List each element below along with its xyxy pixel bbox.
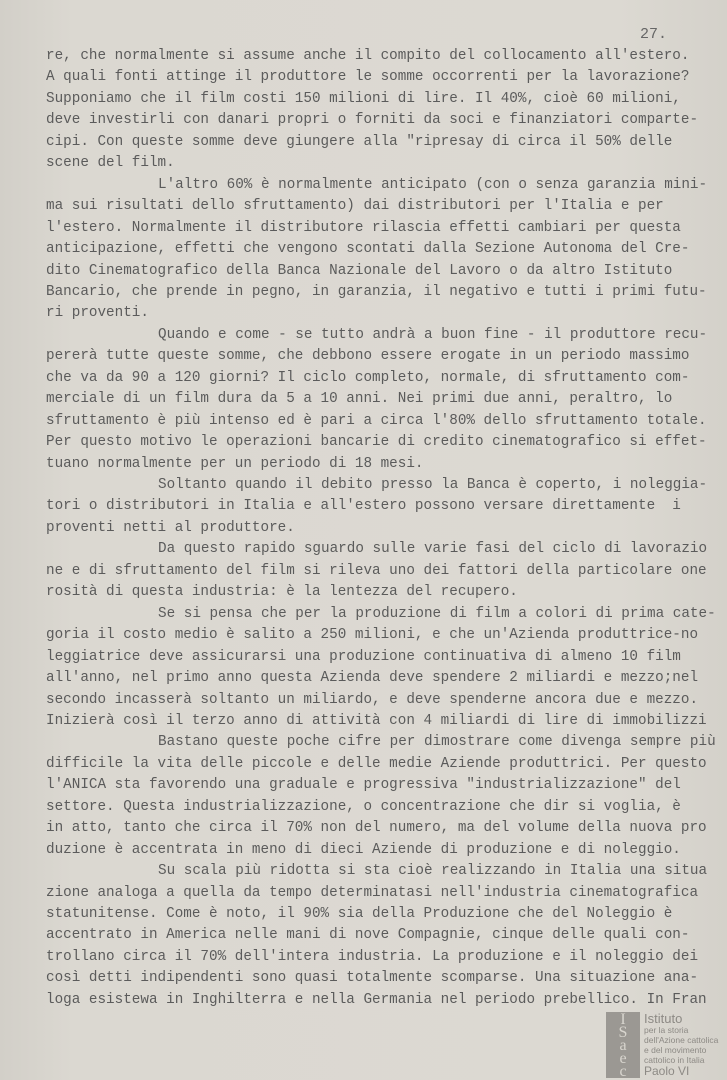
text-line: cipi. Con queste somme deve giungere alla "ripresay di circa il 50% delle xyxy=(46,133,673,150)
text-line: tori o distributori in Italia e all'estero possono versare direttamente i xyxy=(46,498,681,515)
logo-line: Paolo VI xyxy=(644,1064,690,1078)
text-line: Da questo rapido sguardo sulle varie fasi del ciclo di lavorazio xyxy=(158,541,708,558)
text-line: proventi netti al produttore. xyxy=(46,519,295,536)
text-line: deve investirli con danari propri o forniti da soci e finanziatori comparte- xyxy=(46,112,699,129)
text-line: anticipazione, effetti che vengono scontati dalla Sezione Autonoma del Cre- xyxy=(46,241,690,258)
text-line: Bancario, che prende in pegno, in garanzia, il negativo e tutti i primi futu- xyxy=(46,283,707,300)
page-number: 27. xyxy=(640,26,668,43)
text-line: ma sui risultati dello sfruttamento) dai distributori per l'Italia e per xyxy=(46,198,664,215)
logo-letter: c xyxy=(619,1063,627,1080)
logo-line: Istituto xyxy=(644,1011,683,1026)
text-line: scene del film. xyxy=(46,155,175,172)
text-line: settore. Questa industrializzazione, o concentrazione che dir si voglia, è xyxy=(46,798,681,815)
text-line: Su scala più ridotta si sta cioè realizzando in Italia una situa xyxy=(158,863,708,880)
text-line: trollano circa il 70% dell'intera industria. La produzione e il noleggio dei xyxy=(46,948,699,965)
logo-line: per la storia xyxy=(644,1025,689,1035)
text-line: sfruttamento è più intenso ed è pari a circa l'80% dello sfruttamento totale. xyxy=(46,412,707,429)
logo-line: cattolico in Italia xyxy=(644,1055,705,1065)
text-line: dito Cinematografico della Banca Nazionale del Lavoro o da altro Istituto xyxy=(46,262,673,279)
logo-letter: a xyxy=(619,1037,627,1054)
isacem-logo xyxy=(606,1012,722,1078)
text-line: rosità di questa industria: è la lentezza del recupero. xyxy=(46,584,518,601)
logo-monogram xyxy=(606,1012,640,1078)
logo-letter: S xyxy=(618,1024,628,1041)
text-line: l'ANICA sta favorendo una graduale e progressiva "industrializzazione" del xyxy=(46,777,681,794)
text-line: l'estero. Normalmente il distributore rilascia effetti cambiari per questa xyxy=(46,219,681,236)
text-line: zione analoga a quella da tempo determinatasi nell'industria cinematografica xyxy=(46,884,699,901)
text-line: L'altro 60% è normalmente anticipato (con o senza garanzia mini- xyxy=(158,176,708,193)
text-line: A quali fonti attinge il produttore le somme occorrenti per la lavorazione? xyxy=(46,69,690,86)
logo-line: dell'Azione cattolica xyxy=(644,1035,719,1045)
text-line: ne e di sfruttamento del film si rileva uno dei fattori della particolare one xyxy=(46,562,707,579)
text-line: statunitense. Come è noto, il 90% sia della Produzione che del Noleggio è xyxy=(46,906,673,922)
text-line: Soltanto quando il debito presso la Banca è coperto, i noleggia- xyxy=(158,477,708,493)
text-line: Per questo motivo le operazioni bancarie di credito cinematografico si effet- xyxy=(46,434,707,451)
text-line: tuano normalmente per un periodo di 18 mesi. xyxy=(46,455,424,472)
text-line: loga esistewa in Inghilterra e nella Germania nel periodo prebellico. In Fran xyxy=(46,991,707,1008)
text-line: così detti indipendenti sono quasi totalmente scomparse. Una situazione ana- xyxy=(46,970,699,987)
text-line: duzione è accentrata in meno di dieci Aziende di produzione e di noleggio. xyxy=(46,841,681,858)
logo-text xyxy=(644,1012,718,1078)
text-line: Se si pensa che per la produzione di film a colori di prima cate- xyxy=(158,605,716,622)
text-line: pererà tutte queste somme, che debbono essere erogate in un periodo massimo xyxy=(46,348,690,365)
text-line: merciale di un film dura da 5 a 10 anni. Nei primi due anni, peraltro, lo xyxy=(46,391,673,408)
text-line: Bastano queste poche cifre per dimostrare come divenga sempre più xyxy=(158,734,716,751)
text-line: Inizierà così il terzo anno di attività con 4 miliardi di lire di immobilizzi xyxy=(46,712,707,729)
text-line: ri proventi. xyxy=(46,305,149,322)
text-line: goria il costo medio è salito a 250 milioni, e che un'Azienda produttrice-no xyxy=(46,627,699,644)
text-line: difficile la vita delle piccole e delle medie Aziende produttrici. Per questo xyxy=(46,755,707,772)
logo-letter: I xyxy=(620,1011,626,1028)
text-line: in atto, tanto che circa il 70% non del numero, ma del volume della nuova pro xyxy=(46,820,707,837)
text-line: re, che normalmente si assume anche il compito del collocamento all'estero. xyxy=(46,48,690,64)
text-line: Quando e come - se tutto andrà a buon fine - il produttore recu- xyxy=(158,326,708,343)
logo-letter: e xyxy=(619,1050,627,1067)
logo-line: e del movimento xyxy=(644,1045,707,1055)
text-line: secondo incasserà soltanto un miliardo, e deve spenderne ancora due e mezzo. xyxy=(46,691,699,708)
text-line: leggiatrice deve assicurarsi una produzione continuativa di almeno 10 film xyxy=(46,648,681,665)
text-line: all'anno, nel primo anno questa Azienda deve spendere 2 miliardi e mezzo;nel xyxy=(46,670,699,687)
text-line: accentrato in America nelle mani di nove Compagnie, cinque delle quali con- xyxy=(46,927,690,944)
text-line: Supponiamo che il film costi 150 milioni di lire. Il 40%, cioè 60 milioni, xyxy=(46,90,681,107)
text-line: che va da 90 a 120 giorni? Il ciclo completo, normale, di sfruttamento com- xyxy=(46,369,690,386)
